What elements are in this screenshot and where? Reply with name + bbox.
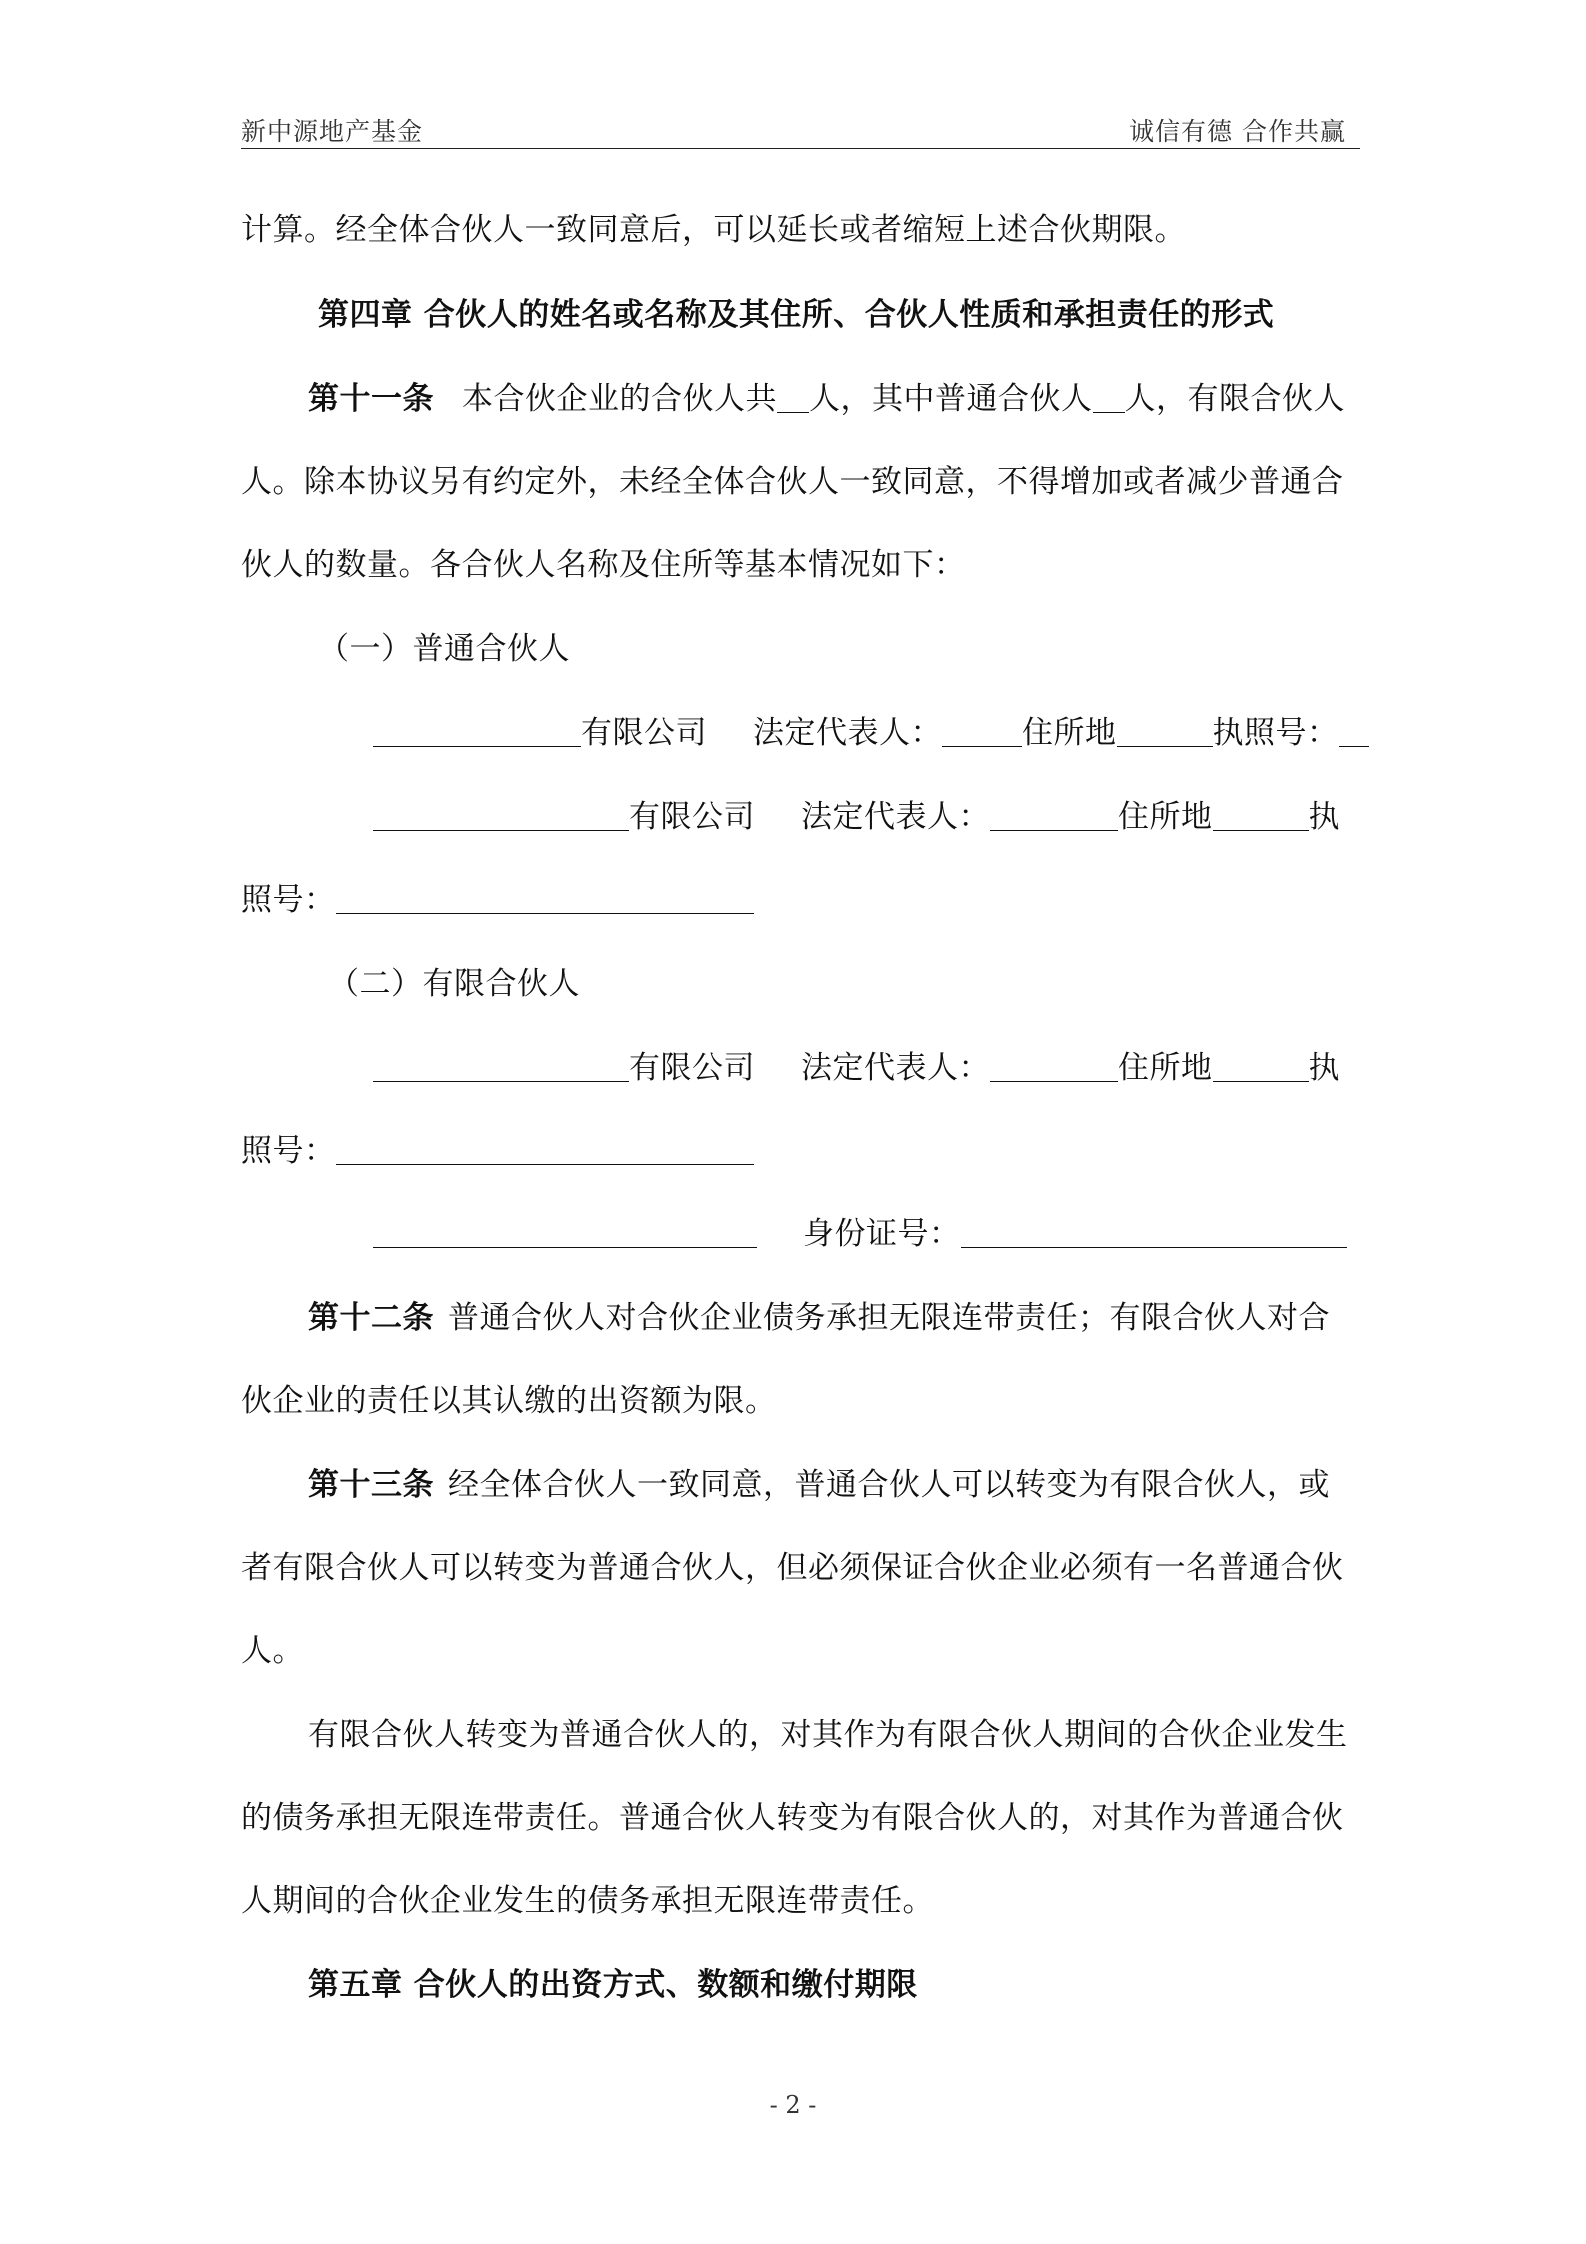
article-eleven-label: 第十一条 (308, 381, 434, 417)
address-blank (1213, 1051, 1309, 1082)
license-label: 执 (1308, 799, 1340, 835)
text-line: 有限合伙人转变为普通合伙人的，对其作为有限合伙人期间的合伙企业发生 (308, 1717, 1348, 1753)
general-partner-row1 (373, 713, 1369, 753)
company-name-blank (373, 800, 629, 831)
license-label: 执照号： (1212, 715, 1339, 751)
license-label: 照号： (241, 1133, 336, 1169)
id-number-label: 身份证号： (803, 1216, 961, 1252)
license-blank (336, 883, 754, 914)
text-line: 人。 (241, 1633, 304, 1669)
text-line: 人。除本协议另有约定外，未经全体合伙人一致同意，不得增加或者减少普通合 (241, 464, 1344, 500)
company-suffix: 有限公司 (629, 799, 755, 835)
chapter-five-heading: 第五章 合伙人的出资方式、数额和缴付期限 (308, 1967, 918, 2003)
header-company: 新中源地产基金 (241, 117, 424, 146)
address-blank (1117, 716, 1213, 747)
article-twelve-text: 普通合伙人对合伙企业债务承担无限连带责任；有限合伙人对合 (448, 1300, 1330, 1336)
text-line: 伙人的数量。各合伙人名称及住所等基本情况如下： (241, 547, 966, 583)
legal-rep-label: 法定代表人： (753, 715, 942, 751)
legal-rep-label: 法定代表人： (801, 799, 990, 835)
article-eleven-line1 (308, 379, 1345, 419)
company-suffix: 有限公司 (629, 1050, 755, 1086)
limited-partner-heading: （二）有限合伙人 (328, 966, 580, 1002)
legal-rep-label: 法定代表人： (801, 1050, 990, 1086)
general-partner-heading: （一）普通合伙人 (318, 631, 570, 667)
limited-partner-row2 (373, 1214, 1347, 1254)
license-label: 执 (1308, 1050, 1340, 1086)
text-line: 伙企业的责任以其认缴的出资额为限。 (241, 1383, 777, 1419)
legal-rep-blank (990, 1051, 1118, 1082)
legal-rep-blank (990, 800, 1118, 831)
article-eleven-text-b: 人，其中普通合伙人 (809, 381, 1093, 417)
article-eleven-text-c: 人，有限合伙人 (1124, 381, 1345, 417)
limited-partner-row1-cont (241, 1131, 754, 1171)
address-label: 住所地 (1118, 799, 1213, 835)
article-thirteen-line1 (308, 1465, 1330, 1505)
address-label: 住所地 (1118, 1050, 1213, 1086)
general-partner-count-blank (1093, 382, 1125, 413)
company-suffix: 有限公司 (581, 715, 707, 751)
legal-rep-blank (942, 716, 1022, 747)
id-number-blank (961, 1217, 1347, 1248)
article-twelve-label: 第十二条 (308, 1300, 434, 1336)
company-name-blank (373, 716, 581, 747)
address-label: 住所地 (1022, 715, 1117, 751)
person-name-blank (373, 1217, 757, 1248)
partner-total-blank (777, 382, 809, 413)
header-slogan: 诚信有德 合作共赢 (1129, 117, 1346, 146)
text-line: 人期间的合伙企业发生的债务承担无限连带责任。 (241, 1883, 934, 1919)
page-header (241, 112, 1360, 149)
article-thirteen-label: 第十三条 (308, 1467, 434, 1503)
text-line: 的债务承担无限连带责任。普通合伙人转变为有限合伙人的，对其作为普通合伙 (241, 1800, 1344, 1836)
license-blank (336, 1134, 754, 1165)
text-line: 者有限合伙人可以转变为普通合伙人，但必须保证合伙企业必须有一名普通合伙 (241, 1550, 1344, 1586)
text-line: 计算。经全体合伙人一致同意后，可以延长或者缩短上述合伙期限。 (241, 212, 1186, 248)
company-name-blank (373, 1051, 629, 1082)
address-blank (1213, 800, 1309, 831)
license-blank (1339, 716, 1369, 747)
license-label: 照号： (241, 882, 336, 918)
chapter-four-heading: 第四章 合伙人的姓名或名称及其住所、合伙人性质和承担责任的形式 (318, 297, 1275, 333)
article-twelve-line1 (308, 1298, 1330, 1338)
general-partner-row2 (373, 797, 1340, 837)
general-partner-row2-cont (241, 880, 754, 920)
page-number: - 2 - (769, 2091, 817, 2119)
article-thirteen-text: 经全体合伙人一致同意，普通合伙人可以转变为有限合伙人，或 (448, 1467, 1330, 1503)
article-eleven-text-a: 本合伙企业的合伙人共 (462, 381, 777, 417)
limited-partner-row1 (373, 1048, 1340, 1088)
